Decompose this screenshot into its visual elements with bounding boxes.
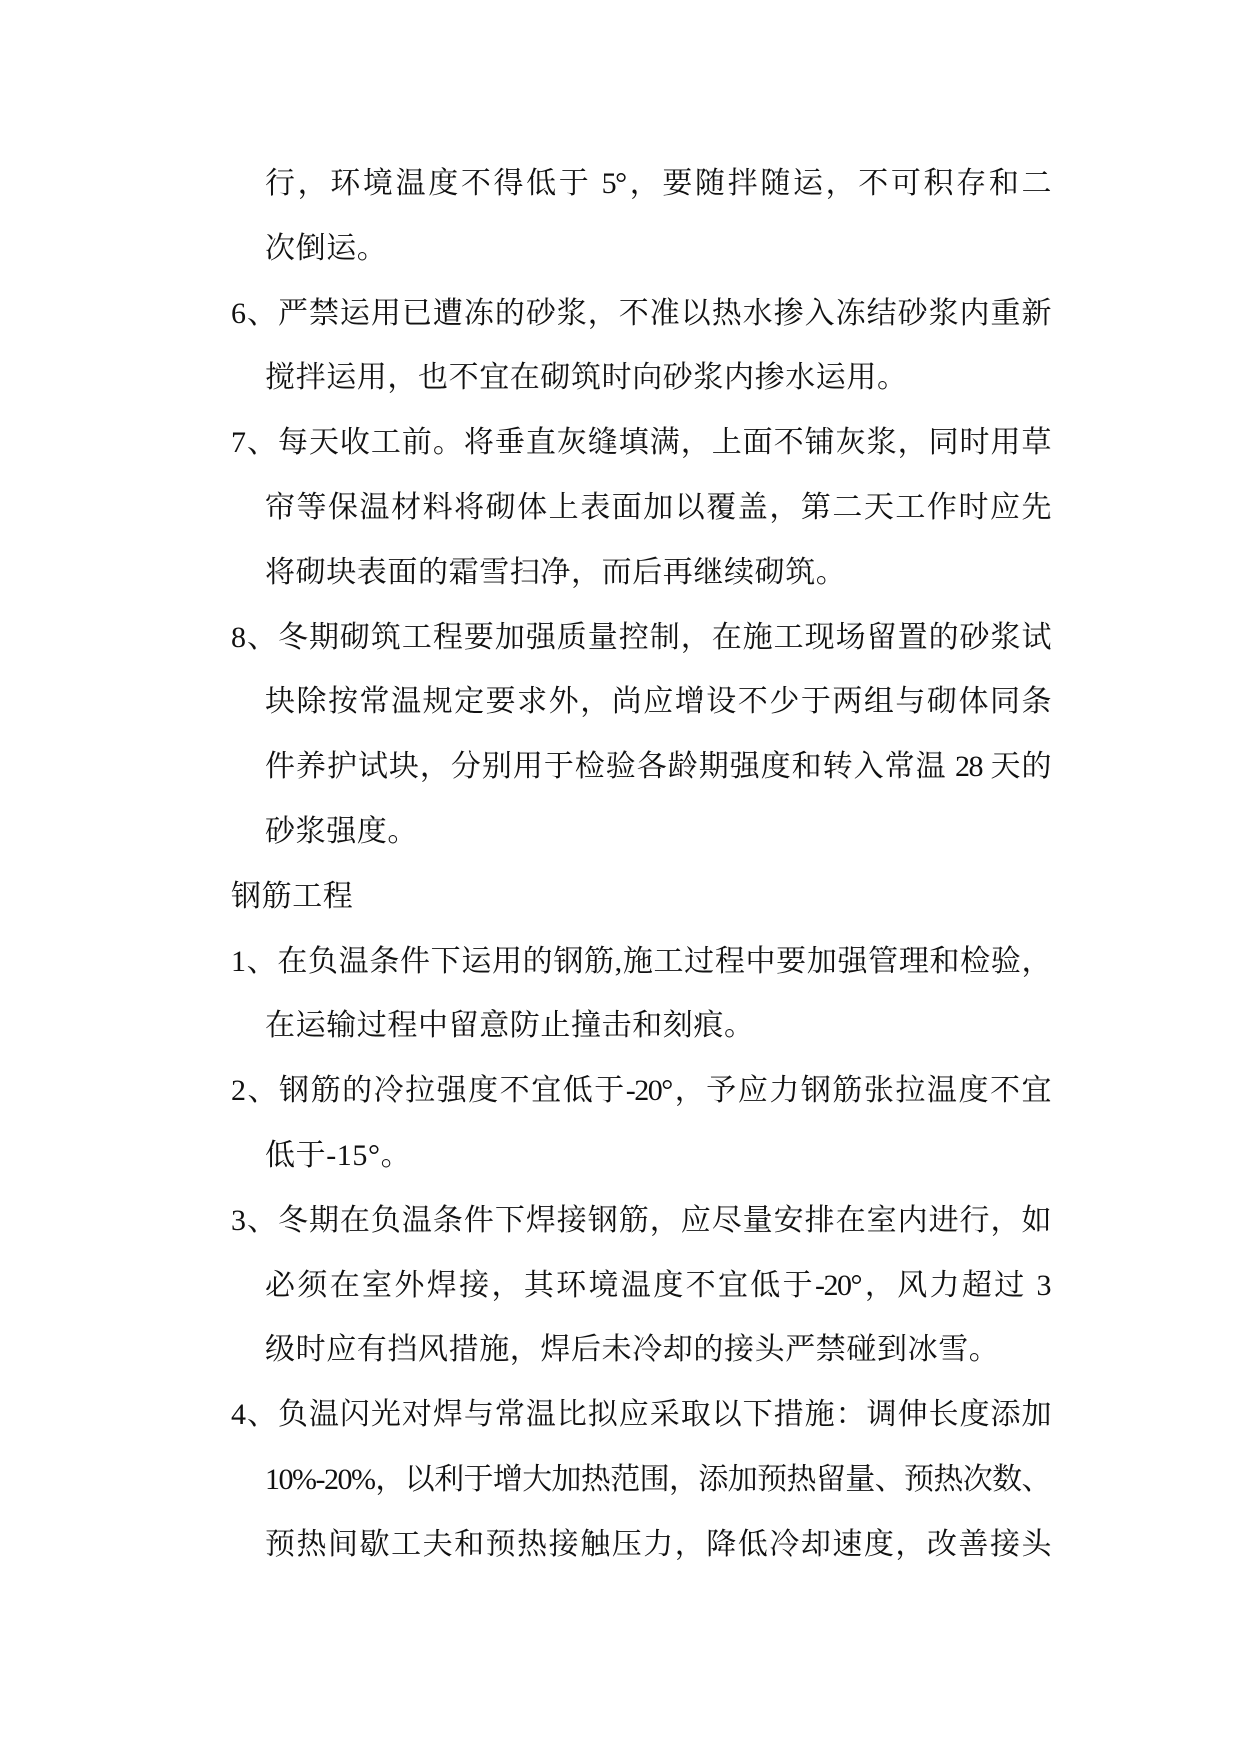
list-item-3-line [265,1318,1050,1383]
list-item-text: 10%-20%，以利于增大加热范围，添加预热留量、预热次数、 [265,1462,1050,1496]
list-item-number: 7、 [231,426,278,460]
list-item-8-first-line [231,606,1050,671]
continuation-text: 次倒运。 [265,231,388,265]
list-item-1-first-line [231,930,1050,995]
continuation-text: 行，环境温度不得低于 5°，要随拌随运，不可积存和二 [265,167,1050,200]
list-item-7-line [265,476,1050,541]
list-item-text: 预热间歇工夫和预热接触压力，降低冷却速度，改善接头 [265,1527,1050,1561]
list-item-text: 冬期砌筑工程要加强质量控制，在施工现场留置的砂浆试 [277,620,1051,654]
list-item-number: 1、 [231,944,278,978]
list-item-4-first-line [231,1383,1050,1448]
list-item-text: 帘等保温材料将砌体上表面加以覆盖，第二天工作时应先 [265,490,1050,524]
list-item-text: 级时应有挡风措施，焊后未冷却的接头严禁碰到冰雪。 [265,1333,1000,1367]
list-item-3-line [265,1254,1050,1319]
list-item-text: 件养护试块，分别用于检验各龄期强度和转入常温 28 天的 [265,750,1050,784]
list-item-text: 搅拌运用，也不宜在砌筑时向砂浆内掺水运用。 [265,361,908,395]
section-heading-line [231,865,1050,930]
list-item-text: 每天收工前。将垂直灰缝填满，上面不铺灰浆，同时用草 [277,426,1051,460]
list-item-text: 在运输过程中留意防止撞击和刻痕。 [265,1009,755,1043]
list-item-4-line [265,1448,1050,1513]
continuation-line [265,217,1050,282]
list-item-3-first-line [231,1189,1050,1254]
list-item-text: 严禁运用已遭冻的砂浆，不准以热水掺入冻结砂浆内重新 [277,296,1051,330]
list-item-number: 2、 [231,1074,280,1108]
continuation-line [265,152,1050,217]
list-item-number: 4、 [231,1398,278,1432]
list-item-text: 低于-15°。 [265,1138,412,1172]
list-item-text: 砂浆强度。 [265,814,418,848]
section-heading: 钢筋工程 [231,879,354,913]
list-item-7-first-line [231,411,1050,476]
list-item-1-line [265,994,1050,1059]
list-item-text: 负温闪光对焊与常温比拟应采取以下措施：调伸长度添加 [277,1398,1051,1432]
list-item-4-line [265,1513,1050,1578]
list-item-number: 6、 [231,296,278,330]
list-item-number: 8、 [231,620,278,654]
list-item-text: 在负温条件下运用的钢筋,施工过程中要加强管理和检验， [277,944,1051,978]
list-item-6-line [265,346,1050,411]
list-item-text: 冬期在负温条件下焊接钢筋，应尽量安排在室内进行，如 [277,1203,1051,1237]
list-item-8-line [265,670,1050,735]
list-item-2-line [265,1124,1050,1189]
list-item-2-first-line [231,1059,1050,1124]
list-item-8-line [265,735,1050,800]
list-item-text: 块除按常温规定要求外，尚应增设不少于两组与砌体同条 [265,685,1050,719]
list-item-7-line [265,541,1050,606]
list-item-text: 将砌块表面的霜雪扫净，而后再继续砌筑。 [265,555,847,589]
list-item-text: 钢筋的冷拉强度不宜低于-20°，予应力钢筋张拉温度不宜 [279,1074,1050,1108]
list-item-6-first-line [231,282,1050,347]
list-item-number: 3、 [231,1203,278,1237]
list-item-8-line [265,800,1050,865]
list-item-text: 必须在室外焊接，其环境温度不宜低于-20°，风力超过 3 [265,1268,1050,1302]
